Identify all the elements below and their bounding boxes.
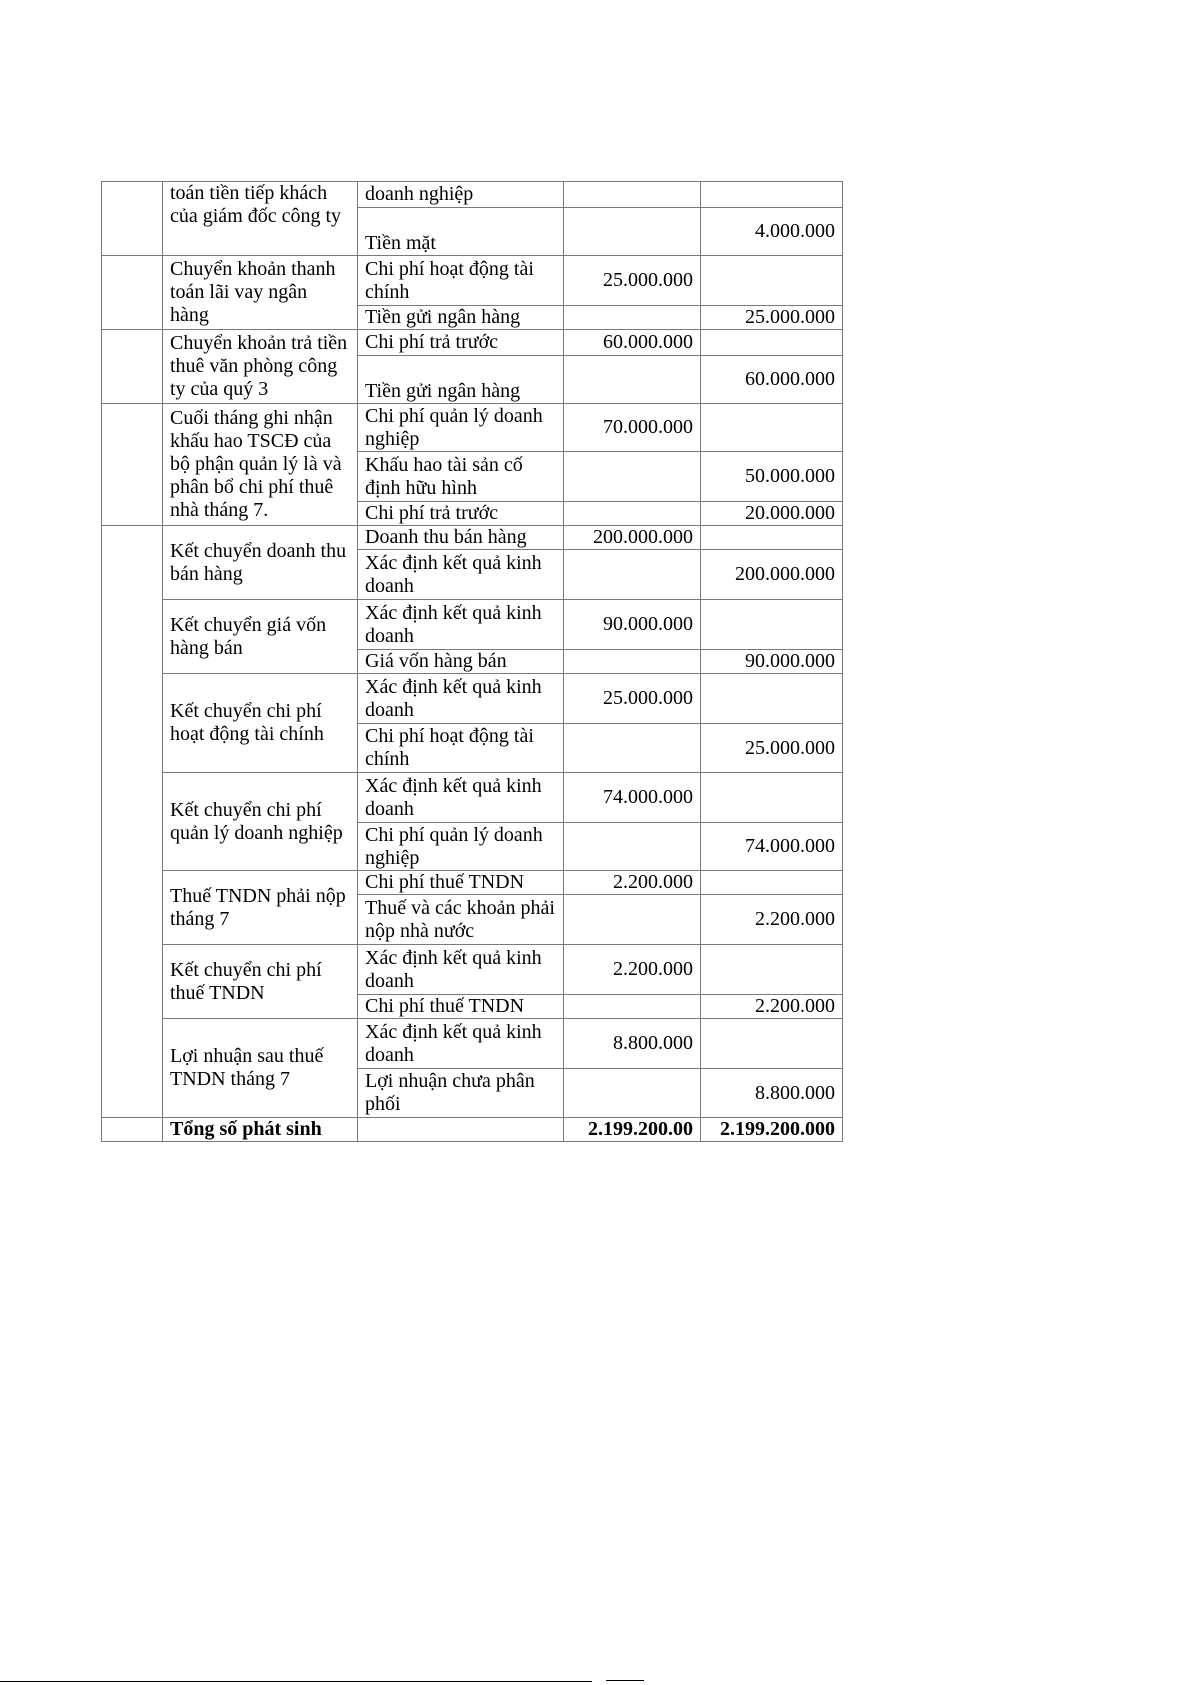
- debit-cell: 200.000.000: [564, 526, 701, 550]
- account-cell: Chi phí quản lý doanh nghiệp: [358, 404, 564, 452]
- description-cell: Thuế TNDN phải nộp tháng 7: [163, 871, 358, 945]
- account-cell: [358, 1118, 564, 1142]
- total-label: Tổng số phát sinh: [163, 1118, 358, 1142]
- debit-cell: 25.000.000: [564, 674, 701, 724]
- account-cell: Giá vốn hàng bán: [358, 650, 564, 674]
- debit-cell: 2.200.000: [564, 871, 701, 895]
- account-cell: Tiền gửi ngân hàng: [358, 356, 564, 404]
- total-row: [102, 1118, 843, 1142]
- debit-cell: [564, 1069, 701, 1118]
- debit-cell: [564, 182, 701, 208]
- credit-cell: [701, 773, 843, 823]
- description-cell: Cuối tháng ghi nhận khấu hao TSCĐ của bộ phận quản lý là và phân bổ chi phí thuê nhà tháng 7.: [163, 404, 358, 526]
- account-cell: Xác định kết quả kinh doanh: [358, 600, 564, 650]
- total-debit: 2.199.200.00: [564, 1118, 701, 1142]
- table-row: [102, 773, 843, 823]
- description-cell: Lợi nhuận sau thuế TNDN tháng 7: [163, 1019, 358, 1118]
- credit-cell: 50.000.000: [701, 452, 843, 502]
- account-cell: Chi phí trả trước: [358, 330, 564, 356]
- debit-cell: [564, 502, 701, 526]
- account-cell: doanh nghiệp: [358, 182, 564, 208]
- row-number-cell: [102, 330, 163, 404]
- account-cell: Lợi nhuận chưa phân phối: [358, 1069, 564, 1118]
- credit-cell: 200.000.000: [701, 550, 843, 600]
- account-cell: Thuế và các khoản phải nộp nhà nước: [358, 895, 564, 945]
- account-cell: Xác định kết quả kinh doanh: [358, 773, 564, 823]
- credit-cell: [701, 1019, 843, 1069]
- account-cell: Chi phí hoạt động tài chính: [358, 724, 564, 773]
- table-row: [102, 256, 843, 306]
- debit-cell: [564, 452, 701, 502]
- credit-cell: [701, 871, 843, 895]
- table-row: [102, 1019, 843, 1069]
- table-row: [102, 526, 843, 550]
- account-cell: Chi phí trả trước: [358, 502, 564, 526]
- account-cell: Chi phí quản lý doanh nghiệp: [358, 823, 564, 871]
- account-cell: Chi phí hoạt động tài chính: [358, 256, 564, 306]
- footer-rule: [0, 1681, 592, 1682]
- account-cell: Tiền mặt: [358, 208, 564, 256]
- table-row: [102, 330, 843, 356]
- row-number-cell: [102, 1118, 163, 1142]
- description-cell: Kết chuyển chi phí quản lý doanh nghiệp: [163, 773, 358, 871]
- credit-cell: [701, 182, 843, 208]
- debit-cell: [564, 356, 701, 404]
- debit-cell: [564, 724, 701, 773]
- credit-cell: [701, 945, 843, 995]
- description-cell: Chuyển khoản trả tiền thuê văn phòng công ty của quý 3: [163, 330, 358, 404]
- account-cell: Xác định kết quả kinh doanh: [358, 550, 564, 600]
- credit-cell: 90.000.000: [701, 650, 843, 674]
- row-number-cell: [102, 404, 163, 526]
- account-cell: Doanh thu bán hàng: [358, 526, 564, 550]
- table-row: [102, 404, 843, 452]
- account-cell: Chi phí thuế TNDN: [358, 995, 564, 1019]
- account-cell: Xác định kết quả kinh doanh: [358, 674, 564, 724]
- description-cell: Kết chuyển doanh thu bán hàng: [163, 526, 358, 600]
- debit-cell: 8.800.000: [564, 1019, 701, 1069]
- row-number-cell: [102, 256, 163, 330]
- description-cell: Chuyển khoản thanh toán lãi vay ngân hàng: [163, 256, 358, 330]
- description-cell: Kết chuyển chi phí thuế TNDN: [163, 945, 358, 1019]
- row-number-cell: [102, 182, 163, 256]
- debit-cell: [564, 306, 701, 330]
- debit-cell: 74.000.000: [564, 773, 701, 823]
- description-cell: toán tiền tiếp khách của giám đốc công ty: [163, 182, 358, 256]
- credit-cell: 74.000.000: [701, 823, 843, 871]
- credit-cell: [701, 330, 843, 356]
- account-cell: Xác định kết quả kinh doanh: [358, 1019, 564, 1069]
- credit-cell: 25.000.000: [701, 306, 843, 330]
- total-credit: 2.199.200.000: [701, 1118, 843, 1142]
- debit-cell: 70.000.000: [564, 404, 701, 452]
- credit-cell: 2.200.000: [701, 895, 843, 945]
- credit-cell: 20.000.000: [701, 502, 843, 526]
- credit-cell: [701, 526, 843, 550]
- debit-cell: 90.000.000: [564, 600, 701, 650]
- debit-cell: [564, 550, 701, 600]
- debit-cell: [564, 995, 701, 1019]
- table-row: [102, 600, 843, 650]
- debit-cell: [564, 208, 701, 256]
- account-cell: Khấu hao tài sản cố định hữu hình: [358, 452, 564, 502]
- credit-cell: 4.000.000: [701, 208, 843, 256]
- description-cell: Kết chuyển chi phí hoạt động tài chính: [163, 674, 358, 773]
- credit-cell: [701, 404, 843, 452]
- credit-cell: 2.200.000: [701, 995, 843, 1019]
- credit-cell: 60.000.000: [701, 356, 843, 404]
- account-cell: Tiền gửi ngân hàng: [358, 306, 564, 330]
- description-cell: Kết chuyển giá vốn hàng bán: [163, 600, 358, 674]
- debit-cell: 2.200.000: [564, 945, 701, 995]
- credit-cell: [701, 256, 843, 306]
- table-row: [102, 182, 843, 208]
- row-number-cell: [102, 526, 163, 1118]
- credit-cell: [701, 674, 843, 724]
- debit-cell: 25.000.000: [564, 256, 701, 306]
- table-row: [102, 945, 843, 995]
- table-row: [102, 871, 843, 895]
- account-cell: Xác định kết quả kinh doanh: [358, 945, 564, 995]
- debit-cell: [564, 823, 701, 871]
- table-row: [102, 674, 843, 724]
- account-cell: Chi phí thuế TNDN: [358, 871, 564, 895]
- credit-cell: 8.800.000: [701, 1069, 843, 1118]
- credit-cell: [701, 600, 843, 650]
- debit-cell: [564, 650, 701, 674]
- journal-table: [101, 181, 843, 1142]
- debit-cell: [564, 895, 701, 945]
- debit-cell: 60.000.000: [564, 330, 701, 356]
- credit-cell: 25.000.000: [701, 724, 843, 773]
- footer-rule-short: [606, 1680, 644, 1681]
